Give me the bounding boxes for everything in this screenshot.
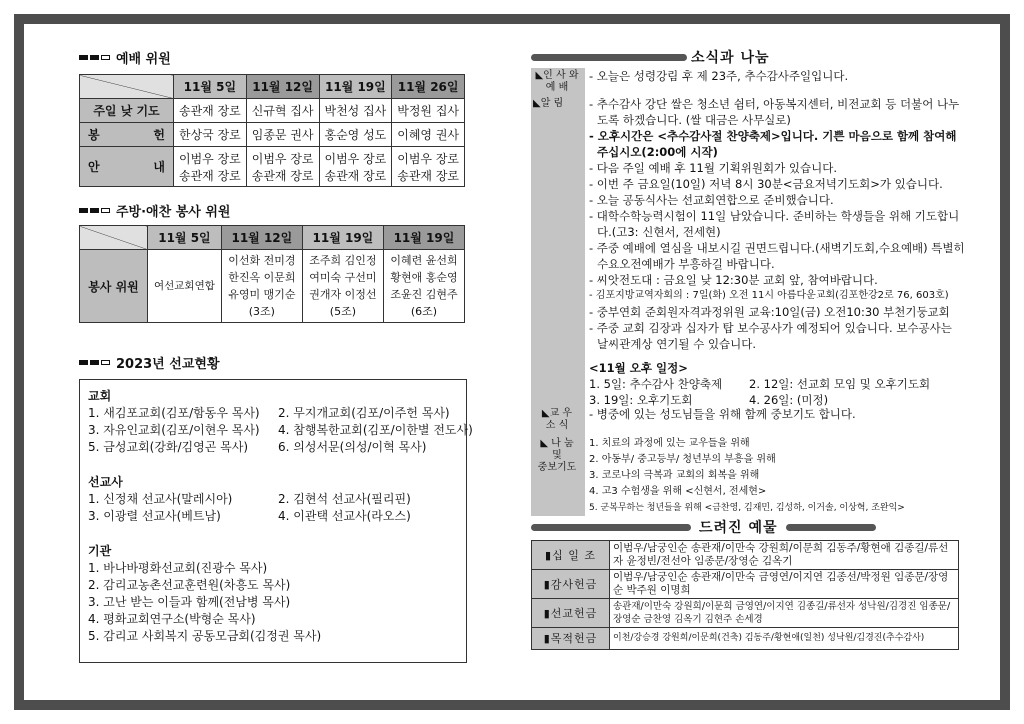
date-header: 11월 12일 [246,75,319,99]
list-item: 1. 5일: 추수감사 찬양축제 2. 12일: 선교회 모임 및 오후기도회 [589,377,931,391]
offering-names: 이범우/남궁인순 송관재/이만숙 강원희/이문희 김동주/황현애 김종길/류선자 윤정빈/전선아 임종문/장영순 김옥기 [610,541,959,570]
table-cell: 이선화 전미경 한진옥 이문희 유영미 맹기순 (3조) [221,250,302,323]
row-label: 봉사 위원 [80,250,148,323]
list-item: - 주중 교회 김장과 십자가 탑 보수공사가 예정되어 있습니다. 보수공사는 날씨관계상 연기될 수 있습니다. [589,321,952,351]
table-cell: 조주희 김인정 여미숙 구선미 권개자 이정선 (5조) [302,250,383,323]
section-marker-icon [79,360,110,365]
list-item: 1. 신정채 선교사(말레시아) 2. 김현석 선교사(필리핀) [88,492,411,506]
left-column [79,46,479,663]
table-cell: 이범우 장로 송관재 장로 [246,147,319,187]
table-cell: 이범우 장로 송관재 장로 [319,147,392,187]
table-cell: 여선교회연합 [148,250,222,323]
member-news-label: ◣교 우 소 식 [541,408,573,431]
list-item: - 추수감사 강단 쌀은 청소년 쉼터, 아동복지센터, 비전교회 등 더불어 나누도록 하겠습니다. (쌀 대금은 사무실로) [589,97,960,127]
notice-list [589,96,966,406]
table-cell: 이범우 장로 송관재 장로 [174,147,247,187]
list-item: 1. 바나바평화선교회(진광수 목사) [88,561,268,575]
table-row [80,250,465,323]
list-item: 3. 19일: 오후기도회 4. 26일: (미정) [589,393,829,407]
offering-names: 이범우/남궁인순 송관재/이만숙 금영연/이지연 김종선/박정원 임종문/장영순 박주원 이명희 [610,570,959,599]
list-item: - 다음 주일 예배 후 11월 기획위원회가 있습니다. [589,161,837,175]
heading-bar [786,524,876,531]
table-cell: 박천성 집사 [319,99,392,123]
offerings-heading [531,516,966,538]
heading-bar [531,54,687,61]
table-row [80,123,465,147]
table-row [532,570,959,599]
mission-title: 2023년 선교현황 [116,356,220,372]
table-corner [80,75,174,99]
news-body [585,68,966,516]
list-item: 2. 아동부/ 중고등부/ 청년부의 부흥을 위해 [589,454,776,465]
table-row [532,541,959,570]
missionaries-title: 선교사 [88,475,123,489]
list-item: 5. 금성교회(강화/김영곤 목사) 6. 의성서문(의성/이혁 목사) [88,440,427,454]
offering-names: 송관재/이만숙 강원희/이문희 금영연/이지연 김종길/류선자 성낙원/김경진 임종문/장영순 금찬영 김옥기 김현주 손세경 [610,599,959,628]
heading-bar [531,524,691,531]
table-row [532,599,959,628]
churches-title: 교회 [88,389,112,403]
news-heading [531,46,966,68]
date-header: 11월 26일 [392,75,465,99]
worship-committee-heading [79,46,479,68]
institutions-title: 기관 [88,544,112,558]
prayer-list [589,436,966,516]
news-side-column [531,68,585,516]
schedule-title: <11월 오후 일정> [589,361,688,375]
table-cell: 송관재 장로 [174,99,247,123]
date-header: 11월 12일 [221,226,302,250]
list-item: 2. 감리교농촌선교훈련원(차흥도 목사) [88,578,291,592]
mission-heading [79,351,479,373]
list-item: 5. 감리교 사회복지 공동모금회(김정권 목사) [88,629,322,643]
offering-label: ▮선교헌금 [532,599,610,628]
table-cell: 박정원 집사 [392,99,465,123]
list-item: 3. 이광렬 선교사(베트남) 4. 이관택 선교사(라오스) [88,509,411,523]
notice-label: ◣알 림 [533,98,564,109]
table-cell: 신규혁 집사 [246,99,319,123]
row-label: 봉 헌 [80,123,174,147]
list-item: - 대학수학능력시험이 11일 남았습니다. 준비하는 학생들을 위해 기도합니다.(고3: 신현서, 전세현) [589,209,960,239]
offerings-table [531,540,959,650]
row-label: 안 내 [80,147,174,187]
list-item: 1. 치료의 과정에 있는 교우들을 위해 [589,438,750,449]
list-item: 1. 새김포교회(김포/함동우 목사) 2. 무지개교회(김포/이주헌 목사) [88,406,450,420]
greeting-label: ◣인 사 와 예 배 [535,70,579,93]
list-item: - 이번 주 금요일(10일) 저녁 8시 30분<금요저녁기도회>가 있습니다. [589,177,943,191]
table-row [532,628,959,650]
section-marker-icon [79,208,110,213]
list-item: - 중부연회 준회원자격과정위원 교육:10일(금) 오전10:30 부천기둥교회 [589,305,950,319]
offering-label: ▮목적헌금 [532,628,610,650]
table-cell: 이혜영 권사 [392,123,465,147]
offering-label: ▮감사헌금 [532,570,610,599]
greeting-text: - 오늘은 성령강림 후 제 23주, 추수감사주일입니다. [589,69,849,83]
worship-committee-title: 예배 위원 [116,51,171,67]
date-header: 11월 5일 [148,226,222,250]
date-header: 11월 19일 [383,226,464,250]
prayer-label: ◣ 나 눔 및 중보기도 [537,438,577,473]
bulletin-frame [14,14,1010,710]
list-item: - 주중 예배에 열심을 내보시길 권면드립니다.(새벽기도회,수요예배) 특별히 수요오전예배가 부흥하길 바랍니다. [589,241,965,271]
table-corner [80,226,148,250]
member-news-text: - 병중에 있는 성도님들을 위해 함께 중보기도 합니다. [589,407,856,421]
table-cell: 한상국 장로 [174,123,247,147]
news-section [531,68,966,516]
date-header: 11월 19일 [302,226,383,250]
list-item: - 씨앗전도대 : 금요일 낮 12:30분 교회 앞, 참여바랍니다. [589,273,878,287]
list-item: 5. 군복무하는 청년들을 위해 <금찬영, 김재민, 김성하, 이거솔, 이상혁, 조완익> [589,503,905,513]
table-row [80,99,465,123]
offerings-title: 드려진 예물 [699,520,778,536]
mission-box [79,379,473,663]
table-cell: 이범우 장로 송관재 장로 [392,147,465,187]
list-item: - 오후시간은 <추수감사절 찬양축제>입니다. 기쁜 마음으로 함께 참여해 주십시오(2:00에 시작) [589,129,957,159]
worship-committee-table [79,74,465,187]
section-marker-icon [79,55,110,60]
news-title: 소식과 나눔 [691,50,770,66]
table-cell: 홍순영 성도 [319,123,392,147]
right-column [531,46,966,650]
list-item: 3. 고난 받는 이들과 함께(전남병 목사) [88,595,291,609]
list-item: - 김포지방교역자회의 : 7일(화) 오전 11시 아름다운교회(김포한강2로 76, 603호) [589,290,949,301]
row-label: 주일 낮 기도 [80,99,174,123]
list-item: 3. 코로나의 극복과 교회의 회복을 위해 [589,470,760,481]
kitchen-committee-table [79,225,465,323]
list-item: - 오늘 공동식사는 선교회연합으로 준비했습니다. [589,193,834,207]
table-cell: 이혜련 윤선희 황현애 홍순영 조윤진 김현주 (6조) [383,250,464,323]
list-item: 3. 자유인교회(김포/이현우 목사) 4. 참행복한교회(김포/이한별 전도사) [88,423,473,437]
table-row [80,147,465,187]
kitchen-committee-heading [79,199,479,221]
table-cell: 임종문 권사 [246,123,319,147]
list-item: 4. 고3 수험생을 위해 <신현서, 전세현> [589,486,767,497]
offering-names: 이천/강승경 강원희/이문희(건축) 김동주/황현애(일천) 성낙원/김경진(추수감사) [610,628,959,650]
kitchen-committee-title: 주방·애찬 봉사 위원 [116,204,231,220]
date-header: 11월 19일 [319,75,392,99]
offering-label: ▮십 일 조 [532,541,610,570]
list-item: 4. 평화교회연구소(박형순 목사) [88,612,256,626]
date-header: 11월 5일 [174,75,247,99]
